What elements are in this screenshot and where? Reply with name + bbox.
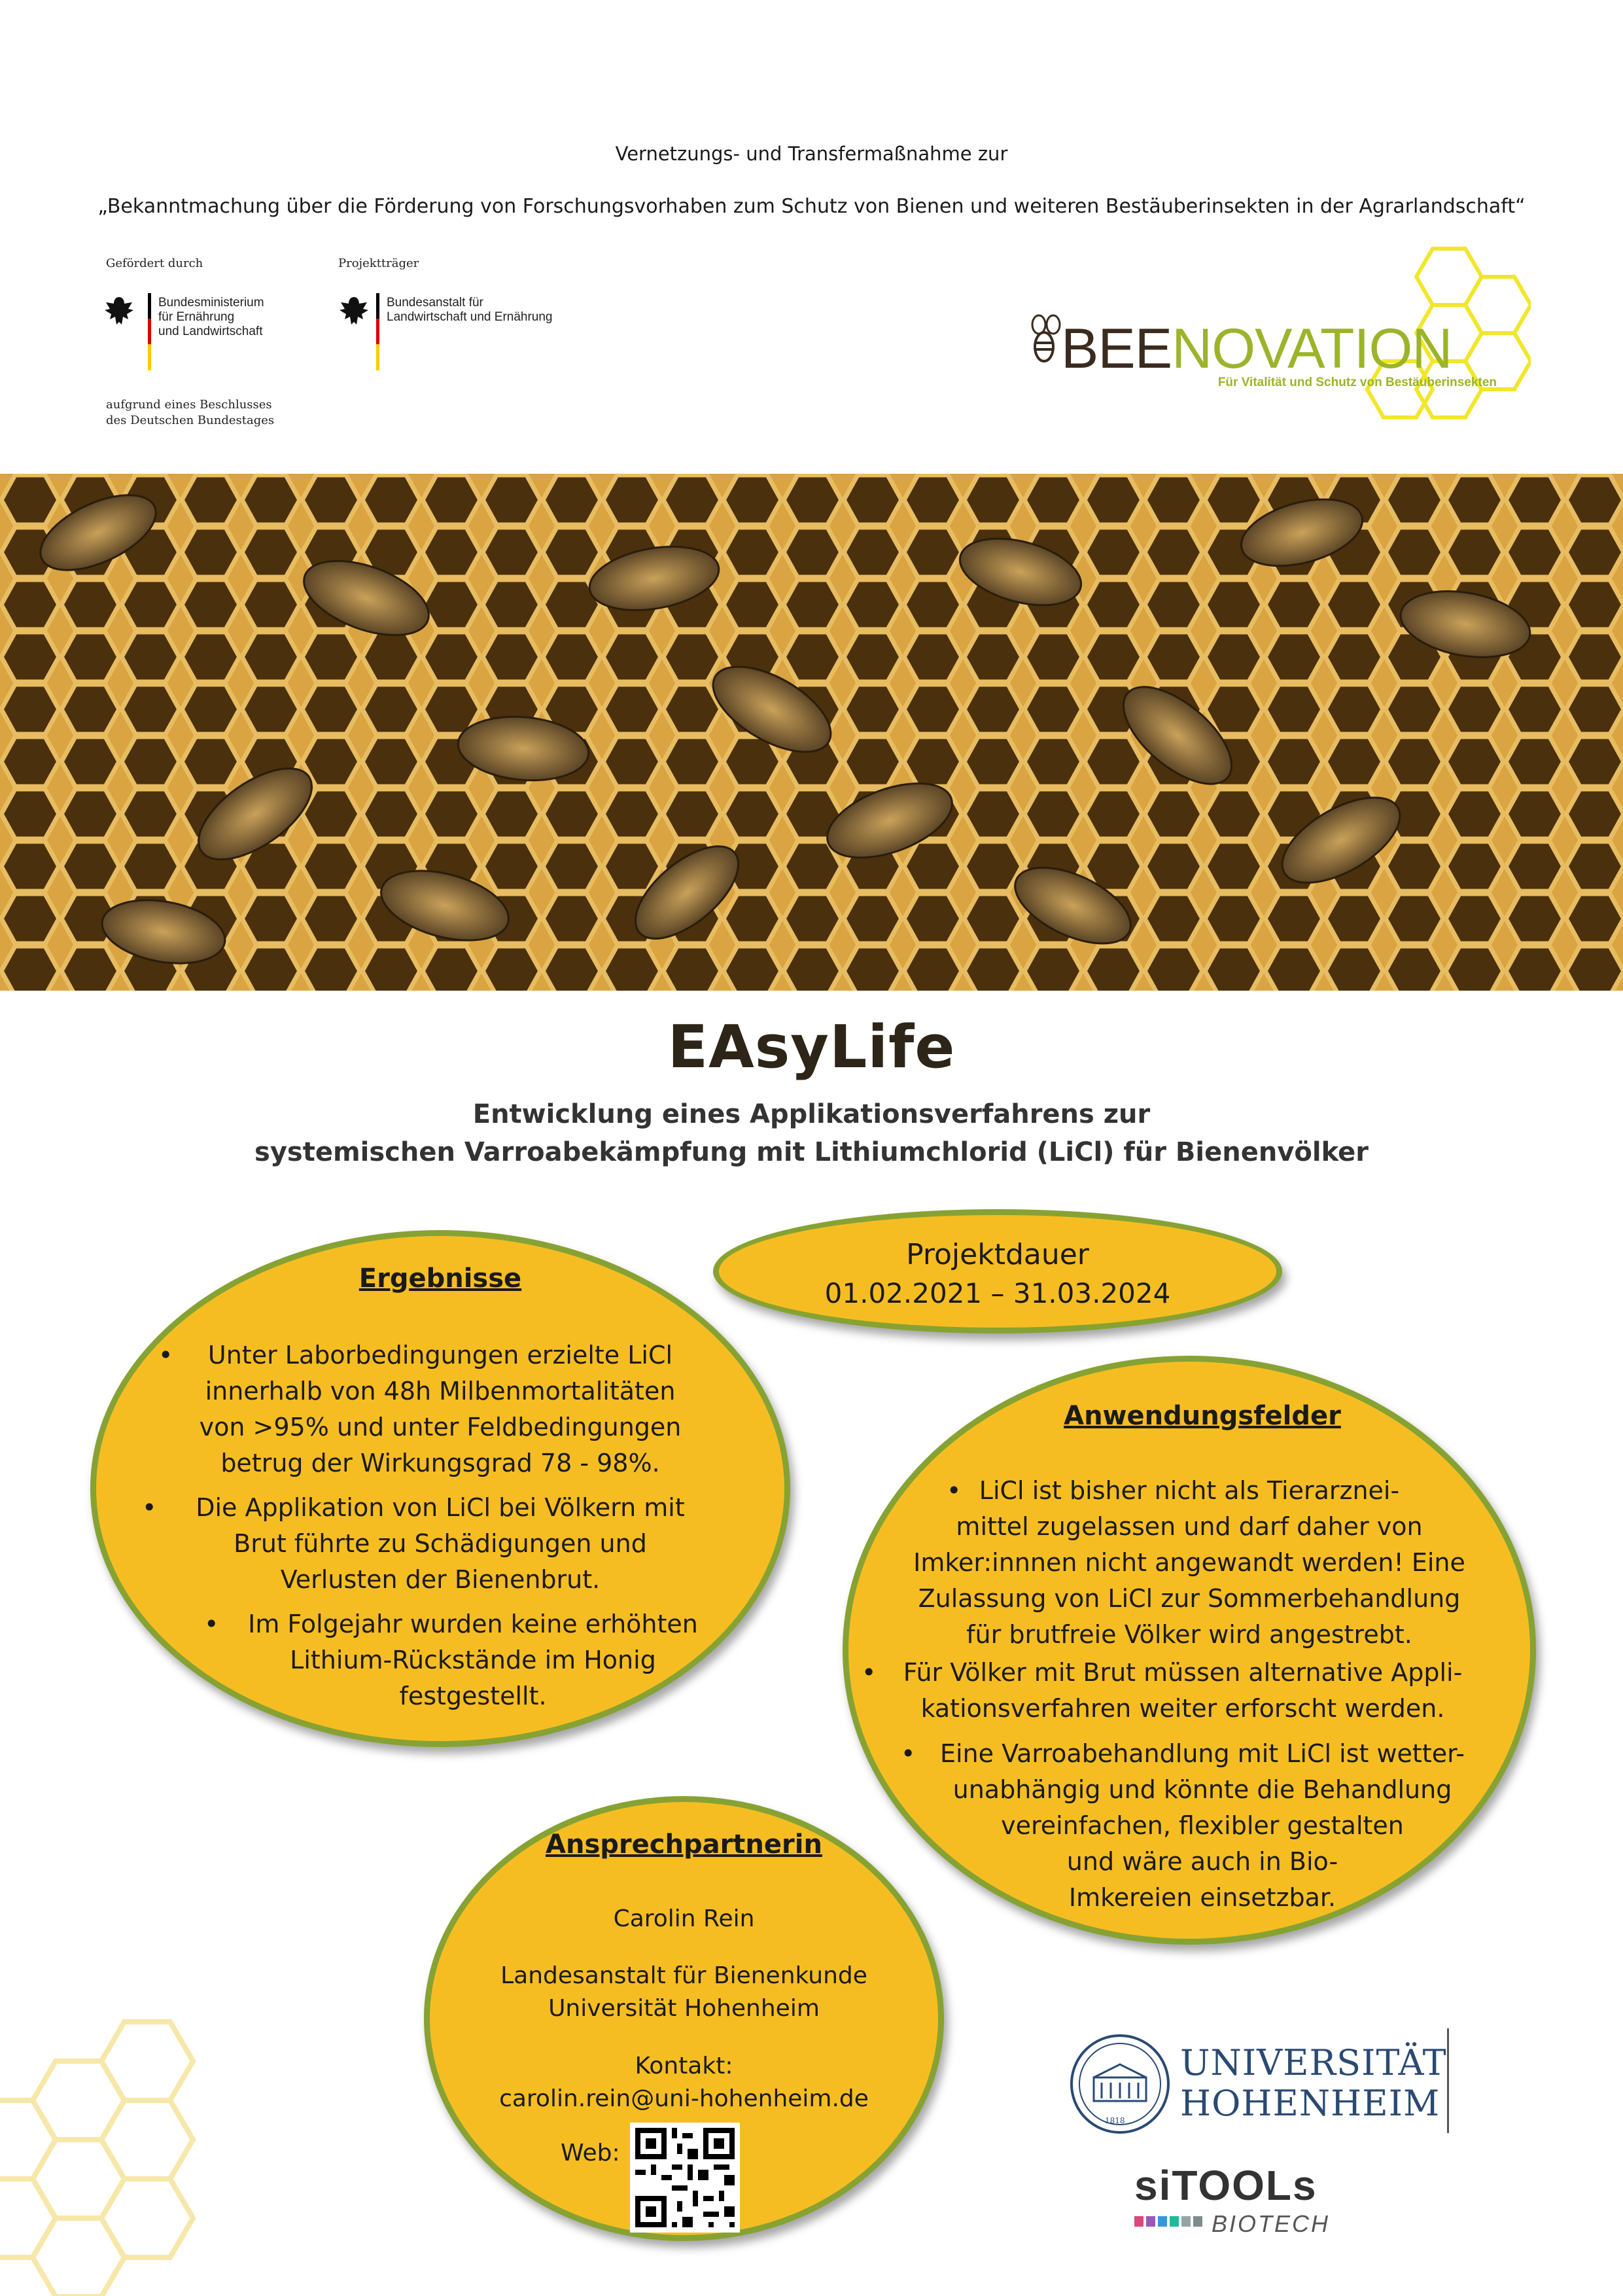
contact-name: Carolin Rein bbox=[613, 1905, 755, 1932]
application-fields-ellipse bbox=[843, 1356, 1536, 1945]
contact-ellipse bbox=[424, 1796, 944, 2241]
gefoerdert-label: Gefördert durch bbox=[106, 256, 203, 270]
subtitle-line-1: Entwicklung eines Applikationsverfahrens zur bbox=[472, 1099, 1151, 1129]
sitools-biotech: BIOTECH bbox=[1212, 2210, 1331, 2237]
application-bullet-1-line: Imker:innnen nicht angewandt werden! Eine bbox=[913, 1548, 1465, 1577]
ministry-line: für Ernährung bbox=[158, 310, 235, 324]
agency-line: Landwirtschaft und Ernährung bbox=[387, 310, 553, 324]
duration-dates: 01.02.2021 – 31.03.2024 bbox=[824, 1277, 1171, 1309]
duration-label: Projektdauer bbox=[906, 1238, 1089, 1271]
university-name-line: HOHENHEIM bbox=[1180, 2083, 1440, 2124]
application-bullet-3-line: Eine Varroabehandlung mit LiCl ist wetter- bbox=[939, 1739, 1465, 1768]
sitools-logo: siTOOLs bbox=[1134, 2162, 1318, 2209]
contact-email[interactable]: carolin.rein@uni-hohenheim.de bbox=[499, 2085, 869, 2112]
federal-eagle-icon bbox=[338, 296, 370, 328]
beenovation-tagline: Für Vitalität und Schutz von Bestäuberinsekten bbox=[1217, 376, 1497, 389]
application-bullet-3-line: Imkereien einsetzbar. bbox=[1068, 1883, 1336, 1912]
beenovation-bee-part: BEE bbox=[1061, 317, 1172, 380]
results-bullet-2-line: Verlusten der Bienenbrut. bbox=[280, 1565, 601, 1594]
results-bullet-2: • Die Applikation von LiCl bei Völkern mit Brut führte zu Schädigungen und Verlusten der Bienenbrut. bbox=[162, 1490, 719, 1598]
sitools-color-bars bbox=[1134, 2214, 1206, 2229]
kontakt-label: Kontakt: bbox=[635, 2053, 733, 2079]
bundestag-line: aufgrund eines Beschlusses bbox=[106, 398, 272, 412]
application-bullet-3-line: vereinfachen, flexibler gestalten bbox=[1001, 1811, 1404, 1840]
application-bullet-3-line: unabhängig und könnte die Behandlung bbox=[952, 1775, 1452, 1804]
subtitle-line-2: systemischen Varroabekämpfung mit Lithiumchlorid (LiCl) für Bienenvölker bbox=[254, 1137, 1369, 1167]
contact-heading: Ansprechpartnerin bbox=[546, 1829, 822, 1860]
beenovation-novation-part: NOVATION bbox=[1172, 317, 1452, 380]
results-bullet-1-line: innerhalb von 48h Milbenmortalitäten bbox=[205, 1377, 676, 1405]
german-flag-bar bbox=[376, 293, 379, 370]
results-heading: Ergebnisse bbox=[358, 1263, 522, 1294]
german-flag-bar bbox=[148, 293, 151, 370]
application-bullet-1-line: Zulassung von LiCl zur Sommerbehandlung bbox=[918, 1584, 1461, 1613]
results-bullet-1: • Unter Laborbedingungen erzielte LiCl innerhalb von 48h Milbenmortalitäten von >95% und unter Feldbedingungen betrug der Wirkungsgrad 78 - 98%. bbox=[162, 1337, 719, 1481]
project-duration-ellipse bbox=[713, 1209, 1282, 1333]
application-bullet-1-line: für brutfreie Völker wird angestrebt. bbox=[966, 1620, 1412, 1649]
logo-divider bbox=[1447, 2028, 1449, 2133]
application-heading: Anwendungsfelder bbox=[1064, 1401, 1341, 1431]
bundestag-note bbox=[106, 397, 274, 429]
application-bullet-2-line: Für Völker mit Brut müssen alternative Appli- bbox=[903, 1658, 1463, 1687]
web-label: Web: bbox=[561, 2140, 620, 2166]
institute-line-1: Landesanstalt für Bienenkunde bbox=[500, 1962, 867, 1989]
beenovation-wordmark bbox=[1061, 319, 1452, 378]
agency-name bbox=[387, 296, 553, 325]
results-ellipse bbox=[90, 1230, 790, 1747]
application-bullet-3-line: und wäre auch in Bio- bbox=[1066, 1847, 1338, 1876]
ministry-name bbox=[158, 296, 264, 339]
qr-code-icon[interactable] bbox=[630, 2123, 740, 2233]
application-bullet-1-line: LiCl ist bisher nicht als Tierarznei- bbox=[979, 1476, 1400, 1505]
application-bullet-1-line: mittel zugelassen und darf daher von bbox=[956, 1512, 1423, 1541]
results-bullet-1-line: betrug der Wirkungsgrad 78 - 98%. bbox=[220, 1449, 660, 1477]
agency-line: Bundesanstalt für bbox=[387, 296, 483, 309]
application-bullet-2-line: kationsverfahren weiter erforscht werden. bbox=[920, 1694, 1445, 1723]
transfer-line: Vernetzungs- und Transfermaßnahme zur bbox=[615, 143, 1008, 165]
application-bullet-3: • Eine Varroabehandlung mit LiCl ist wetter- unabhängig und könnte die Behandlung vereinfachen, flexibler gestalten und wäre auch in Bio- Imkereien einsetzbar. bbox=[881, 1736, 1524, 1916]
ministry-line: Bundesministerium bbox=[158, 296, 264, 309]
results-bullet-3: • Im Folgejahr wurden keine erhöhten Lithium-Rückstände im Honig festgestellt. bbox=[194, 1606, 752, 1714]
project-title: EAsyLife bbox=[667, 1013, 956, 1082]
results-bullet-3-line: Lithium-Rückstände im Honig bbox=[290, 1646, 656, 1674]
application-bullet-1: • LiCl ist bisher nicht als Tierarznei- mittel zugelassen und darf daher von Imker:innnen nicht angewandt werden! Eine Zulassung von LiCl zur Sommerbehandlung für brutfreie Völker wird angestrebt. bbox=[868, 1473, 1510, 1653]
university-name-line: UNIVERSITÄT bbox=[1180, 2042, 1447, 2083]
bee-icon bbox=[1026, 313, 1065, 365]
institute-line-2: Universität Hohenheim bbox=[548, 1995, 820, 2022]
university-year: 1818 bbox=[1105, 2116, 1125, 2125]
honeycomb-decoration bbox=[0, 1996, 262, 2296]
projekttraeger-label: Projektträger bbox=[338, 256, 419, 270]
results-bullet-1-line: Unter Laborbedingungen erzielte LiCl bbox=[207, 1341, 673, 1369]
application-bullet-2: • Für Völker mit Brut müssen alternative Appli- kationsverfahren weiter erforscht werden. bbox=[862, 1655, 1504, 1727]
results-bullet-3-line: festgestellt. bbox=[399, 1682, 547, 1710]
results-bullet-2-line: Die Applikation von LiCl bei Völkern mit bbox=[196, 1493, 685, 1522]
bundestag-line: des Deutschen Bundestages bbox=[106, 414, 275, 427]
ministry-line: und Landwirtschaft bbox=[158, 325, 263, 338]
announcement-line: „Bekanntmachung über die Förderung von Forschungsvorhaben zum Schutz von Bienen und weiteren Bestäuberinsekten in der Agrarlandschaft“ bbox=[97, 195, 1526, 218]
bees-on-honeycomb-photo bbox=[0, 474, 1623, 991]
university-name bbox=[1180, 2043, 1447, 2124]
results-bullet-3-line: Im Folgejahr wurden keine erhöhten bbox=[248, 1610, 698, 1638]
results-bullet-2-line: Brut führte zu Schädigungen und bbox=[234, 1529, 647, 1558]
federal-eagle-icon bbox=[103, 296, 135, 328]
results-bullet-1-line: von >95% und unter Feldbedingungen bbox=[199, 1413, 682, 1441]
